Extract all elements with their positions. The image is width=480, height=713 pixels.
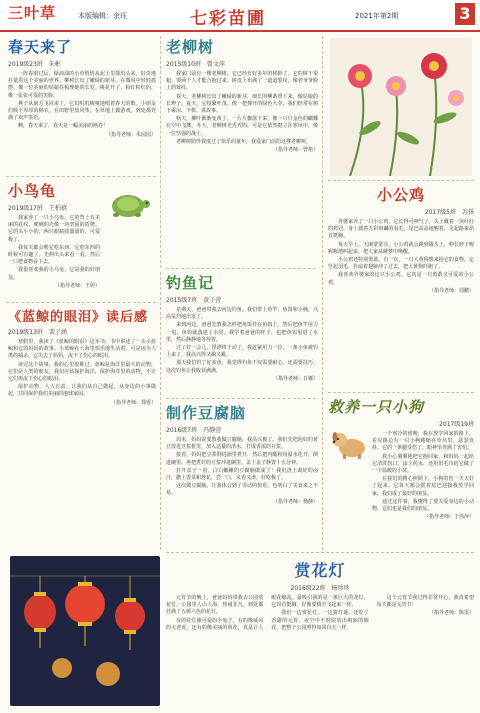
lantern-illustration <box>10 556 160 706</box>
article-title: 小公鸡 <box>376 186 425 204</box>
article-body <box>166 71 318 154</box>
column-divider <box>322 36 323 268</box>
article-title: 小鸟龟 <box>8 182 57 200</box>
article-spring <box>8 36 156 174</box>
teacher-credit: （指导老师：王婷） <box>54 282 100 289</box>
article-byline: 2019级23班 朱彬 <box>8 61 61 68</box>
paragraph: 读完这个故事，我的心里很难过。蓝鲸是海洋里最大的动物，它们是人类的朋友。我们应该保护海洋，保护海洋里的动物，不让它们再流下伤心的眼泪。 <box>8 361 156 383</box>
paragraph: 啊，春天来了，春天是一幅美丽的画卷！ <box>18 123 109 130</box>
paragraph: 小公鸡还特别勇敢。有一次，一只大黄狗想来抢它的食物，它竖起羽毛，扑扇着翅膀冲了过去，把大黄狗吓跑了。 <box>328 257 474 271</box>
paragraph: 我喜欢外婆家的这只小公鸡，它真是一只勇敢又可爱的小公鸡。 <box>328 272 474 286</box>
paragraph: 每天早上，天刚蒙蒙亮，小公鸡就会跳到墙头上，伸长脖子喔喔喔地叫起来，把大家从睡梦中唤醒。 <box>328 241 474 255</box>
paragraph: 接着，妈妈把豆浆倒进锅里煮开，然后把内酯粉用温水化开，倒进碗里。再把煮好的豆浆冲进碗里，盖上盖子静置十五分钟。 <box>166 452 318 466</box>
article-body <box>328 219 474 295</box>
article-byline: 2017级5班 苏扬 <box>424 209 474 216</box>
article-puppy <box>328 396 474 550</box>
paragraph: 我每天都会喂它吃东西。它吃东西的时候可有趣了，先伸出头来看一看，然后一口把食物吞下去。 <box>8 244 100 266</box>
paragraph: 过了好一会儿，浮漂终于动了，我赶紧用力一拉，一条小鱼被钓上来了。我高兴得又蹦又跳。 <box>166 345 318 359</box>
paragraph: 保护动物，人人有责。让我们从自己做起，从身边的小事做起，共同保护我们美丽的地球家园。 <box>8 384 156 398</box>
paragraph: 周末，妈妈说要教我做豆腐脑，我高兴极了。我们先把泡好的黄豆放进豆浆机里，加入适量的清水，打成香浓的豆浆。 <box>166 437 318 451</box>
page-number: 3 <box>455 3 475 25</box>
row-divider <box>166 398 316 399</box>
article-body <box>166 437 318 506</box>
article-title: 制作豆腐脑 <box>166 404 247 422</box>
teacher-credit: （指导老师：朱园园） <box>105 131 156 138</box>
article-title: 赏花灯 <box>294 561 346 580</box>
paragraph: 我们一边赏花灯，一边猜灯谜，还吃了香甜的元宵。夜空中不时绽放出绚丽的烟花，把整个公园照得如同白天一样。 <box>271 610 369 631</box>
column-divider <box>322 272 323 550</box>
article-body <box>166 595 474 632</box>
paragraph: 我家门前有一棵老柳树，它已经有好多年的树龄了。它的树干很粗，要两个人才能合抱过来。树皮上布满了一道道裂纹，像老爷爷脸上的皱纹。 <box>166 71 318 92</box>
paragraph: 这个元宵节我过得非常开心，我真希望每天都是元宵节！ <box>376 595 474 609</box>
article-title: 《蓝鲸的眼泪》读后感 <box>8 310 149 325</box>
paragraph: 我家养了一只小乌龟，它的背上有美丽的花纹，硬硬的壳像一块坚固的盾牌。它的头小小的，两只眼睛圆溜溜的，可爱极了。 <box>8 215 100 243</box>
paragraph: 一个寒冷的傍晚，我在放学回家的路上，看见路边有一只小狗蜷缩在草丛里，瑟瑟发抖。它的一条腿受伤了，眼神里充满了害怕。 <box>372 431 474 452</box>
article-body <box>8 339 156 407</box>
paragraph: 我小心翼翼地把它抱回家，和妈妈一起给它清洗伤口，涂上药水，还用旧毛巾给它做了一个温暖的小窝。 <box>372 453 474 475</box>
paragraph: 外婆家养了一只小公鸡，它长得可神气了。头上戴着一顶红红的鸡冠，身上披着五彩斑斓的羽毛，尾巴高高地翘着，走起路来昂首挺胸。 <box>328 219 474 240</box>
teacher-credit: （指导老师：陈雯） <box>428 610 474 617</box>
paragraph: 元宵节的晚上，爸爸妈妈带我去公园赏花灯。公园里人山人海，热闹非凡，到处都挂满了五颜六色的花灯。 <box>166 595 264 616</box>
row-divider <box>6 302 156 303</box>
edition-editor: 本版编辑：余珏 <box>78 12 127 20</box>
paragraph: 一阵春雨过后，绿油油的小草悄悄从泥土里探出头来，好奇地打量着这个美丽的世界。柳树长出了嫩绿的新芽，在微风中轻轻摇摆，像一位美丽的姑娘在梳理她的长发。桃花开了，粉红粉红的，像一张张可爱的笑脸。 <box>8 71 156 99</box>
article-willow <box>166 36 318 266</box>
article-fishing <box>166 272 318 396</box>
paragraph: 春天，老柳树长出了嫩绿的新芽，细长的柳条垂下来，像姑娘的长辫子。夏天，它枝繁叶茂，像一把撑开的绿色大伞，我们经常在树下乘凉、下棋、讲故事。 <box>166 93 318 115</box>
paragraph: 燕子从南方飞回来了，它们叽叽喳喳地唱着春天的歌。小朋友们脱下厚厚的棉衣，在田野里放风筝，在草地上做游戏，到处都充满了欢声笑语。 <box>8 100 156 122</box>
row-divider <box>166 268 316 269</box>
article-byline: 2019级17班 王柏禧 <box>8 205 67 212</box>
article-byline: 2019级13班 裴子涵 <box>8 329 67 336</box>
teacher-credit: （指导老师：郑香） <box>110 399 156 406</box>
paragraph: 秋天，柳叶渐渐变黄了，一片片飘落下来，像一只只金色的蝴蝶在空中飞舞。冬天，老柳树光秃秃的，可是它依然挺立在寒风中，像一位坚强的战士。 <box>166 116 318 137</box>
paragraph: 我很喜欢我的小乌龟，它是我的好朋友。 <box>8 267 100 281</box>
column-divider <box>160 272 161 550</box>
paragraph: 打开盖子一看，白白嫩嫩的豆腐脑做成了！我们浇上调好的卤汁，撒上香菜和葱花，尝一口，又香又滑，好吃极了。 <box>166 467 318 482</box>
puppy-illustration <box>330 426 370 460</box>
row-divider <box>328 392 474 393</box>
paragraph: 在我们的精心照顾下，小狗的伤一天天好了起来。它每天都会摇着尾巴迎接我放学回家，我们成了最好的朋友。 <box>372 476 474 497</box>
teacher-credit: （指导老师：日娜） <box>272 375 318 382</box>
paragraph: 来到河边，爸爸先教我怎样把鱼饵挂在鱼钩上，然后把鱼竿用力一甩，鱼钩就落进了水里。我学着爸爸的样子，也把鱼钩甩进了水里，然后静静地等待着。 <box>166 322 318 343</box>
teacher-credit: （指导老师：于伟萍） <box>423 514 474 521</box>
teacher-credit: （指导老师：曾艳） <box>272 147 318 154</box>
article-body <box>166 307 318 383</box>
article-byline: 2015级10班 曾文萍 <box>166 61 225 68</box>
article-byline: 2015级7班 黄子萱 <box>166 297 222 304</box>
article-title: 救养一只小狗 <box>328 398 425 416</box>
section-title: 七彩苗圃 <box>190 9 266 29</box>
paragraph: 老柳树陪伴我度过了快乐的童年，我爱家门前的这棵老柳树。 <box>176 138 312 145</box>
turtle-illustration <box>104 182 152 222</box>
paragraph: 那天我们钓了好多鱼，我觉得钓鱼不仅需要耐心，还需要技巧。这次钓鱼让我收获满满。 <box>166 360 318 374</box>
article-body <box>8 215 100 290</box>
article-title: 钓鱼记 <box>166 274 215 292</box>
paragraph: 这次做豆腐脑，让我体会到了劳动的快乐，也明白了美食来之不易。 <box>166 483 318 497</box>
row-divider <box>6 176 156 177</box>
article-turtle <box>8 180 156 300</box>
paragraph: 寒假里，我读了《蓝鲸的眼泪》这本书，书中讲述了一头小蓝鲸和它的妈妈的故事。小蓝鲸在大海里快乐地生活着，可是因为人类的捕杀，它失去了妈妈，流下了伤心的眼泪。 <box>8 339 156 360</box>
teacher-credit: （指导老师：周鹏） <box>428 287 474 294</box>
article-rooster <box>328 184 474 390</box>
teacher-credit: （指导老师：杨静） <box>272 498 318 505</box>
article-byline: 2016级22班 杨珍珍 <box>290 585 350 592</box>
article-byline: 2017级19班 <box>439 421 474 428</box>
article-title: 老柳树 <box>166 38 215 56</box>
flower-illustration <box>330 38 472 176</box>
masthead-logo: 三叶草 <box>8 4 57 22</box>
column-divider <box>160 36 161 268</box>
page-header <box>0 0 480 32</box>
issue-date: 2021年第2期 <box>355 12 399 20</box>
article-lantern <box>166 558 474 708</box>
row-divider <box>328 180 474 181</box>
article-title: 春天来了 <box>8 38 73 56</box>
paragraph: 星期天，爸爸带我去河边钓鱼。我们带上鱼竿、鱼饵和小桶，兴高采烈地出发了。 <box>166 307 318 321</box>
article-body <box>8 71 156 139</box>
paragraph: 有的花灯像可爱的小兔子，有的像威风的大老虎，还有的像美丽的荷花，真是让人眼花缭乱。最吸引我的是一条巨大的龙灯，它昂首挺胸，好像要腾空飞起来一样。 <box>166 595 369 631</box>
row-divider <box>166 552 474 553</box>
article-byline: 2016级7班 冯静萱 <box>166 427 222 434</box>
article-tofu <box>166 402 318 550</box>
paragraph: 通过这件事，我懂得了要关爱身边的小动物，它们也是我们的朋友。 <box>372 498 474 513</box>
